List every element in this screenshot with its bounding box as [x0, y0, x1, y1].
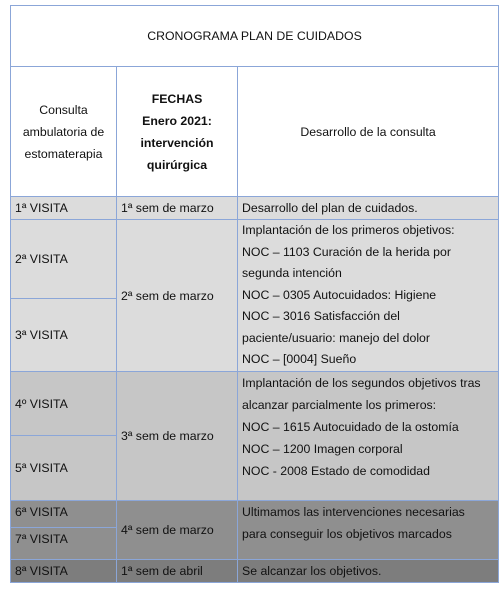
header-desarrollo: Desarrollo de la consulta: [238, 67, 499, 197]
description-line: NOC - 2008 Estado de comodidad: [242, 464, 430, 478]
description-line: paciente/usuario: manejo del dolor: [242, 330, 430, 345]
description-cell: [238, 372, 499, 501]
header-consulta-line: estomaterapia: [24, 146, 103, 161]
description-line: NOC – 0305 Autocuidados: Higiene: [242, 287, 437, 302]
date-cell: 4ª sem de marzo: [117, 501, 238, 560]
date-cell: 1ª sem de abril: [117, 560, 238, 583]
description-line: NOC – 1103 Curación de la herida por: [242, 244, 451, 259]
visit-cell: 5ª VISITA: [11, 436, 117, 501]
header-fechas-line: quirúrgica: [146, 157, 208, 172]
description-line: segunda intención: [242, 266, 342, 280]
description-line: NOC – 1200 Imagen corporal: [242, 442, 403, 456]
header-fechas-line: intervención: [140, 135, 214, 150]
date-cell: 3ª sem de marzo: [117, 372, 238, 501]
header-fechas: [117, 67, 238, 197]
visit-cell: 7ª VISITA: [11, 528, 117, 560]
visit-cell: 4º VISITA: [11, 372, 117, 436]
table-row: [11, 220, 499, 299]
header-consulta: [11, 67, 117, 197]
care-plan-schedule-table: [10, 5, 499, 583]
header-fechas-line: Enero 2021:: [142, 113, 212, 128]
header-row: [11, 67, 499, 197]
description-cell: Se alcanzar los objetivos.: [238, 560, 499, 583]
visit-cell: 6ª VISITA: [11, 501, 117, 528]
description-line: NOC – 1615 Autocuidado de la ostomía: [242, 420, 459, 434]
description-line: NOC – 3016 Satisfacción del: [242, 309, 400, 323]
date-cell: 2ª sem de marzo: [117, 220, 238, 372]
visit-cell: 1ª VISITA: [11, 197, 117, 220]
header-consulta-line: Consulta: [39, 102, 88, 117]
table-title: CRONOGRAMA PLAN DE CUIDADOS: [11, 6, 499, 67]
table-row: [11, 372, 499, 436]
description-line: Implantación de los primeros objetivos:: [242, 223, 455, 237]
visit-cell: 3ª VISITA: [11, 299, 117, 372]
description-line: NOC – [0004] Sueño: [242, 352, 357, 366]
header-consulta-line: ambulatoria de: [22, 124, 105, 139]
description-cell: [238, 501, 499, 560]
description-cell: [238, 220, 499, 372]
date-cell: 1ª sem de marzo: [117, 197, 238, 220]
table-row: [11, 197, 499, 220]
description-cell: Desarrollo del plan de cuidados.: [238, 197, 499, 220]
description-line: alcanzar parcialmente los primeros:: [242, 398, 437, 412]
table-row: [11, 501, 499, 528]
visit-cell: 8ª VISITA: [11, 560, 117, 583]
visit-cell: 2ª VISITA: [11, 220, 117, 299]
table-row: [11, 560, 499, 583]
header-fechas-line: FECHAS: [151, 91, 203, 106]
table-title-row: [11, 6, 499, 67]
description-line: Ultimamos las intervenciones necesarias: [242, 505, 465, 519]
description-line: Implantación de los segundos objetivos tras: [242, 376, 481, 390]
description-line: para conseguir los objetivos marcados: [242, 527, 452, 541]
